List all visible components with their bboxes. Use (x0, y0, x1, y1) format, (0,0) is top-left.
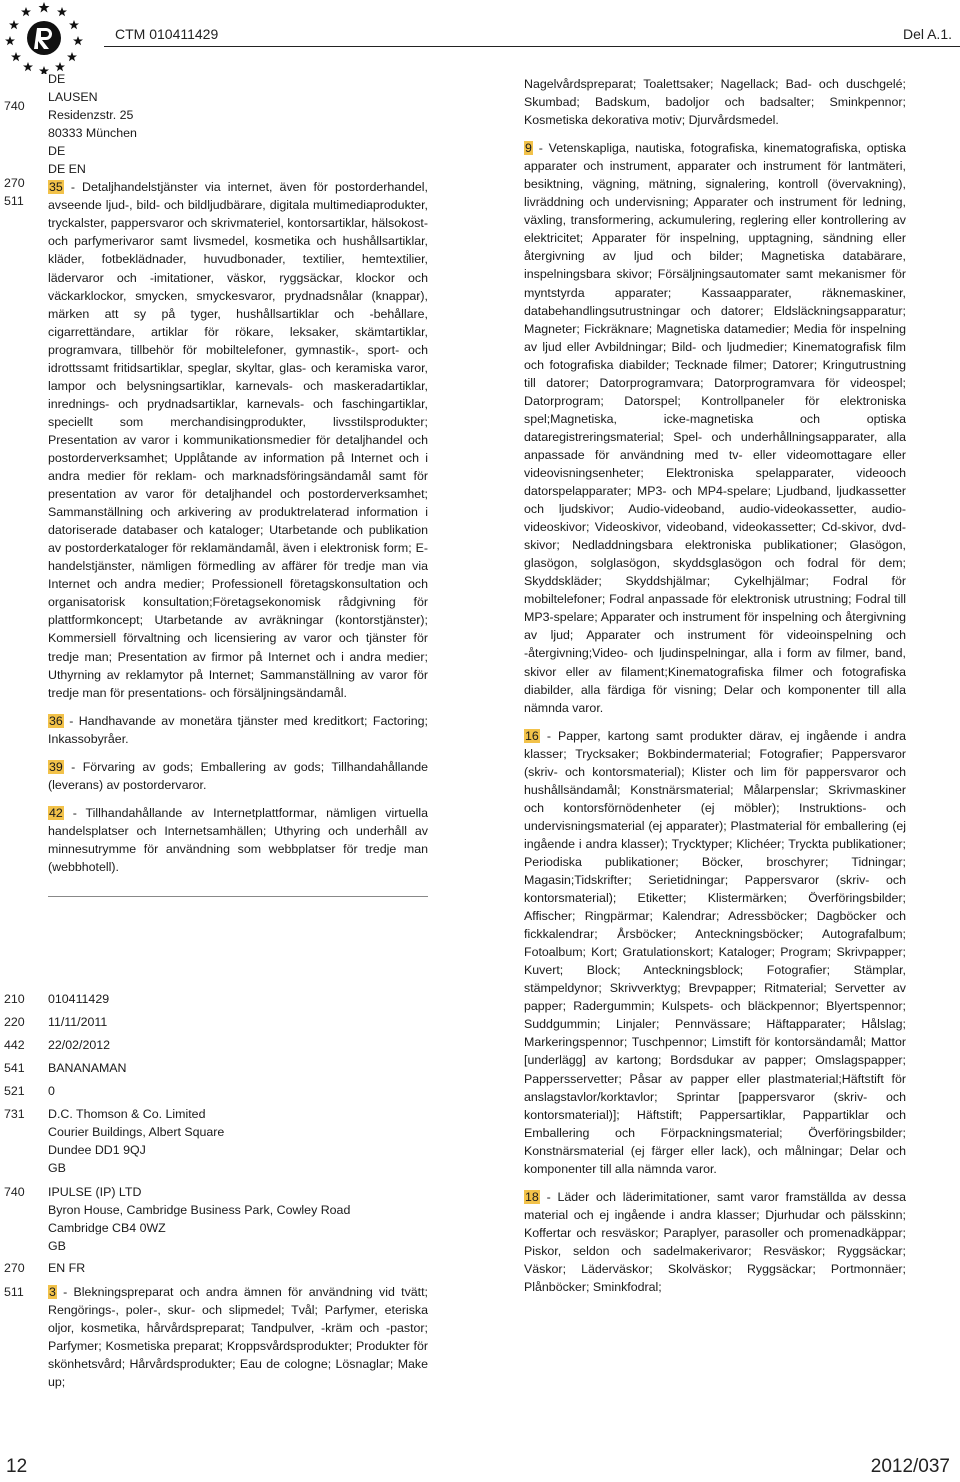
goods-text: - Blekningspreparat och andra ämnen för användning vid tvätt; Rengörings-, poler-, skur- och slipmedel; Tvål; Parfymer, eteriska oljor, kosmetika, hårvårdspreparat; Tandpulver, -kräm och -pastor; Parfymer; Kosmetiska preparat; Kroppsvårdsprodukter; Produkter för skönhetsvård; Hårvårdsprodukter; Eau de cologne; Lösnaglar; Make up; (48, 1285, 428, 1390)
right-column (524, 75, 906, 1296)
star-icon (21, 7, 31, 16)
field-code-740: 740 (4, 99, 25, 113)
goods-text: - Läder och läderimitationer, samt varor framställda av dessa material och ej ingående i andra klasser; Djurhudar och pälsskinn; Koffertar och resväskor; Paraplyer, parasoller och promenadkäppar; Piskor, seldon och sadelmakerivaror; Resväskor; Ryggsäckar; Väskor; Läderväskor; Skolväskor; Ryggsäckar; Portmonnäer; Plånböcker; Sminkfodral; (524, 1189, 906, 1295)
class-number: 35 (49, 180, 63, 195)
representative-name: LAUSEN (48, 90, 98, 105)
filing-date: 11/11/2011 (48, 1015, 108, 1029)
star-icon (69, 20, 79, 29)
field-code-521: 521 (4, 1084, 25, 1098)
applicant-name: D.C. Thomson & Co. Limited (48, 1107, 206, 1121)
class-number: 42 (49, 805, 63, 820)
goods-text: - Detaljhandelstjänster via internet, även för postorderhandel, avseende ljud-, bild- och bildljudbärare, digitala multimediaprodukter, tryckalster, pappersvaror och skrivmateriel, kontorsartiklar, hälsokost- och parfymerivaror samt livsmedel, kosmetika och hushållsartiklar, kläder, fotbeklädnader, huvudbonader, textilier, hemtextilier, lädervaror och -imitationer, väskor, ryggsäckar, klockor och väckarklockor, smycken, smyckesvaror, prydnadsnålar (knappar), märken att sy på tyger, hushållsartiklar och -behållare, cigarrettändare, artiklar för rökare, leksaker, skämtartiklar, programvara, tillbehör för mobiltelefoner, gymnastik-, sport- och idrottssamt fritidsartiklar, speglar, skyltar, glas- och keramiska varor, lampor och belysningsartiklar, karnevals- och maskeradartiklar, inrednings- och prydnadsartiklar, karnevals- och faschingartiklar, speciellt som merchandisingprodukter, livsstilsprodukter; Presentation av varor i kommunikationsmedier för detaljhandel och postorderverksamhet; Upplåtande av information på Internet och i andra medier för reklam- och marknadsföringsändamål samt för presentation av varor för detaljhandel och postorderverksamhet; Sammanställning och arkivering av produktrelaterad information i datoriserade databaser och kataloger; Utarbetande och publikation av postorderkataloger för reklamändamål, även i elektronisk form; E-handelstjänster, nämligen förmedling av affärer för tredje man via Internet och andra medier; Professionell företagskonsultation och organisatorisk konsultation;Företagsekonomisk rådgivning för plattformkoncept; Utarbetande av avräkningar (kontorstjänster); Kommersiell förvaltning och licensiering av varor och tjänster för tredje man; Presentation av firmor på Internet och i andra medier; Uthyrning av reklamytor på Internet; Sammanställning av varor för tredje man för presentations- och försäljningsändamål. (48, 180, 428, 700)
class-number: 18 (525, 1189, 539, 1204)
goods-text: - Papper, kartong samt produkter därav, ej ingående i andra klasser; Trycksaker; Bokbindermaterial; Fotografier; Pappersvaror (skriv- och kontorsmaterial); Klister och lim för pappersvaror och hushållsändamål; Konstnärsmaterial; Målarpenslar; Skrivmaskiner och kontorsförnödenheter (ej möbler); Instruktions- och undervisningsmaterial (ej apparater); Plastmaterial för emballering (ej ingående i andra klasser); Trycktyper; Klichéer; Tryckta publikationer; Periodiska publikationer; Böcker, broschyrer; Tidningar; Magasin;Tidskrifter; Serietidningar; Pappersvaror (skriv- och kontorsmaterial); Etiketter; Klistermärken; Överföringsbilder; Affischer; Ringpärmar; Kalendrar; Adressböcker; Dagböcker och fickkalendrar; Årsböcker; Anteckningsböcker; Autografalbum; Fotoalbum; Kort; Gratulationskort; Kataloger; Program; Skrivpapper; Kuvert; Block; Anteckningsblock; Fotografier; Stämplar, stämpeldynor; Skrivverktyg; Brevpapper; Ritmaterial; Servetter av papper; Radergummin; Kulspets- och bläckpennor; Blyertspennor; Suddgummin; Linjaler; Pennvässare; Häftapparater; Hålslag; Markeringspennor; Tuschpennor; Limstift för kontorsändamål; Mattor [underlägg] av kartong; Bordsdukar av papper; Omslagspapper; Pappersservetter; Påsar av papper eller plastmaterial;Häftstift för anslagstavlor/korktavlor; Sprintar [pappersvaror (skriv- och kontorsmaterial)]; Häftstift; Pappersartiklar, Pappartiklar och Emballering och Förpackningsmaterial; Överföringsbilder; Konstnärsmaterial (ej färger eller lack), och målningar; Delar och komponenter till alla nämnda varor. (524, 728, 906, 1176)
goods-class-3-continued: Nagelvårdspreparat; Toalettsaker; Nagellack; Bad- och duschgelé; Skumbad; Badskum, badoljor och badsalter; Sminkpennor; Kosmetiska dekorativa motiv; Djurvårdsmedel. (524, 77, 906, 128)
representative-name: IPULSE (IP) LTD (48, 1185, 142, 1199)
publication-date: 22/02/2012 (48, 1038, 111, 1052)
class-number: 16 (525, 728, 539, 743)
entry1-column (48, 70, 428, 897)
page-number: 12 (6, 1456, 28, 1477)
goods-class-36 (48, 712, 428, 748)
header-rule (104, 46, 960, 47)
bulletin-issue: 2012/037 (870, 1456, 950, 1477)
goods-text: - Vetenskapliga, nautiska, fotografiska, kinematografiska, optiska apparater och instrument, apparater och instrument för lantmäteri, besiktning, vägning, mätning, signalering, kontroll (övervakning), livräddning och undervisning; Apparater och instrument för ledning, växling, transformering, ackumulering, reglering eller kontrollering av elektricitet; Apparater för inspelning, upptagning, sändning eller återgivning av ljud och bilder; Magnetiska databärare, inspelningsbara skivor; Försäljningsautomater samt mekanismer för myntstyrda apparater; Kassaapparater, räknemaskiner, databehandlingsutrustningar och datorer; Eldsläckningsapparatur; Magneter; Fickräknare; Magnetiska datamedier; Media för inspelning av ljud eller Avbildningar; Bild- och ljudmedier; Kinematografisk film och fotografiska diabilder; Tecknade filmer; Datorer; Kringutrustning till datorer; Datorprogramvara; Datorprogramvara för videospel; Datorprogram; Datorspel; Kontrollpaneler för elektroniska spel;Magnetiska, icke-magnetiska och optiska dataregistreringsmaterial; Spel- och underhållningsapparater, alla anpassade för användning med tv- eller videomottagare eller videovisningsenheter; Elektroniska spelapparater, videooch datorspelapparater; MP3- och MP4-spelare; Ljudband, ljudkassetter och ljudskivor; Audio-videoband, audio-videokassetter, audio-videoskivor; Videoskivor, videoband, videokassetter; Cd-skivor, dvd-skivor; Nedladdningsbara elektroniska publikationer; Glasögon, glasögon, solglasögon, skyddsglasögon och fodral för dem; Skyddskläder; Skyddshjälmar; Cykelhjälmar; Fodral för mobiltelefoner; Fodral anpassade för elektronisk utrustning; Fodral till MP3-spelare; Apparater och instrument för inspelning och återgivning av ljud; Apparater och instrument för videoinspelning och -återgivning;Video- och ljudinspelningar, alla i form av filmer, band, skivor eller av filament;Kinematografiska filmer och fotografiska diabilder, alla färdiga för visning; Delar och komponenter till alla nämnda varor. (524, 141, 906, 715)
applicant-street: Courier Buildings, Albert Square (48, 1125, 225, 1140)
languages: EN FR (48, 1261, 86, 1275)
section-label: Del A.1. (902, 26, 952, 42)
goods-class-35 (48, 178, 428, 701)
mark-type: 0 (48, 1084, 55, 1098)
star-icon (11, 52, 21, 61)
representative-street: Byron House, Cambridge Business Park, Cowley Road (48, 1203, 351, 1218)
field-code-442: 442 (4, 1038, 25, 1052)
goods-class-16 (524, 727, 906, 1178)
field-code-511: 511 (4, 194, 24, 208)
field-code-220: 220 (4, 1015, 25, 1029)
field-code-270: 270 (4, 176, 25, 190)
representative-country: DE (48, 144, 66, 159)
field-code-511b: 511 (4, 1285, 24, 1299)
applicant-country: DE (48, 72, 66, 86)
star-icon (5, 36, 15, 45)
applicant-city: Dundee DD1 9QJ (48, 1143, 146, 1158)
field-code-210: 210 (4, 992, 25, 1006)
class-number: 9 (525, 141, 532, 156)
applicant-block (48, 1105, 428, 1177)
representative-city: Cambridge CB4 0WZ (48, 1221, 166, 1236)
field-code-740b: 740 (4, 1185, 25, 1199)
field-code-731: 731 (4, 1107, 25, 1121)
goods-class-42 (48, 804, 428, 876)
star-icon (9, 20, 19, 29)
goods-class-39 (48, 758, 428, 794)
mark-name: BANANAMAN (48, 1061, 127, 1075)
field-code-541: 541 (4, 1061, 25, 1075)
star-icon (67, 52, 77, 61)
goods-text: - Förvaring av gods; Emballering av gods; Tillhandahållande (leverans) av postordervaror. (48, 759, 428, 792)
star-icon (23, 62, 33, 71)
goods-text: - Handhavande av monetära tjänster med kreditkort; Factoring; Inkassobyråer. (48, 713, 428, 746)
applicant-country: GB (48, 1161, 66, 1176)
languages: DE EN (48, 162, 86, 177)
document-id: CTM 010411429 (115, 26, 219, 42)
goods-class-18 (524, 1188, 906, 1296)
representative-street: Residenzstr. 25 (48, 108, 134, 123)
representative-block (48, 1183, 428, 1255)
filing-number: 010411429 (48, 992, 110, 1006)
goods-class-3 (48, 1283, 428, 1391)
star-icon (57, 7, 67, 16)
ohim-logo (0, 0, 96, 74)
class-number: 36 (49, 713, 63, 728)
entry-separator (48, 896, 428, 897)
goods-class-9 (524, 139, 906, 717)
goods-text: - Tillhandahållande av Internetplattformar, nämligen virtuella handelsplatser och Internetsamhällen; Uthyring och underhåll av minnesutrymme för användning som webbplatser för tredje man (webbhotell). (48, 805, 428, 874)
representative-city: 80333 München (48, 126, 137, 141)
representative-country: GB (48, 1239, 66, 1254)
star-icon (39, 2, 50, 13)
goods-paragraph (48, 1283, 428, 1391)
star-icon (73, 36, 83, 45)
field-code-270b: 270 (4, 1261, 25, 1275)
class-number: 39 (49, 759, 63, 774)
class-number: 3 (49, 1285, 56, 1299)
